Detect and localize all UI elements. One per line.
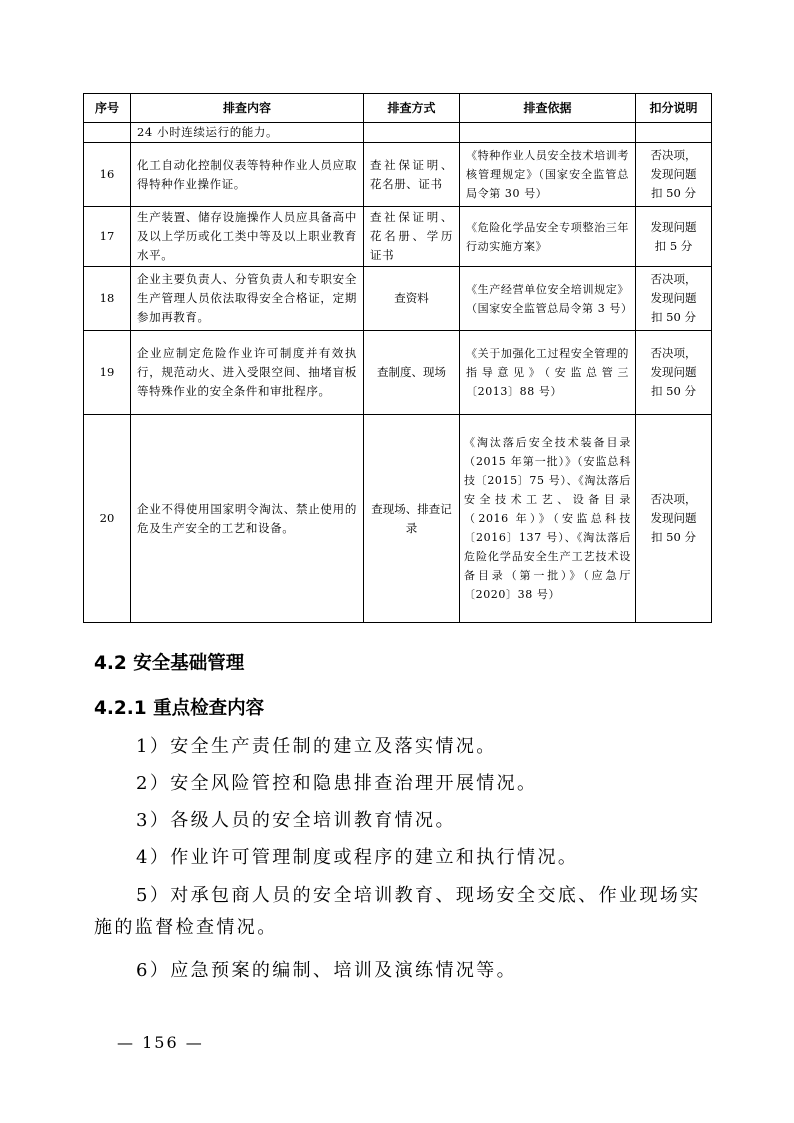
section-heading: 4.2 安全基础管理 bbox=[94, 653, 245, 674]
cell-content: 企业应制定危险作业许可制度并有效执行，规范动火、进入受限空间、抽堵盲板等特殊作业的安全条件和审批程序。 bbox=[131, 331, 364, 415]
cell-method: 查制度、现场 bbox=[364, 331, 460, 415]
list-item: 5）对承包商人员的安全培训教育、现场安全交底、作业现场实施的监督检查情况。 bbox=[94, 885, 701, 938]
list-item: 4）作业许可管理制度或程序的建立和执行情况。 bbox=[136, 847, 579, 868]
list-item: 6）应急预案的编制、培训及演练情况等。 bbox=[136, 960, 518, 981]
cell-method: 查现场、排查记录 bbox=[364, 415, 460, 623]
cell-method: 查社保证明、花名册、学历证书 bbox=[364, 207, 460, 267]
header-no: 序号 bbox=[84, 94, 131, 123]
cell-basis: 《关于加强化工过程安全管理的指导意见》（安监总管三〔2013〕88 号） bbox=[460, 331, 636, 415]
cell-deduction: 发现问题 扣 5 分 bbox=[636, 207, 712, 267]
cell-basis bbox=[460, 123, 636, 143]
cell-content: 生产装置、储存设施操作人员应具备高中及以上学历或化工类中等及以上职业教育水平。 bbox=[131, 207, 364, 267]
cell-deduction: 否决项， 发现问题 扣 50 分 bbox=[636, 267, 712, 331]
cell-no: 20 bbox=[84, 415, 131, 623]
table-header-row bbox=[84, 94, 712, 123]
table-row bbox=[84, 207, 712, 267]
table-row-continuation bbox=[84, 123, 712, 143]
table-row bbox=[84, 267, 712, 331]
cell-method: 查资料 bbox=[364, 267, 460, 331]
table-row bbox=[84, 331, 712, 415]
cell-basis: 《危险化学品安全专项整治三年行动实施方案》 bbox=[460, 207, 636, 267]
cell-basis: 《淘汰落后安全技术装备目录（2015 年第一批）》（安监总科技〔2015〕75 号）、《淘汰落后安全技术工艺、设备目录（2016 年）》（安监总科技〔2016〕137 号）、《淘汰落后危险化学品安全生产工艺技术设备目录（第一批）》（应急厅〔2020〕38 号） bbox=[460, 415, 636, 623]
cell-no: 16 bbox=[84, 143, 131, 207]
table-row bbox=[84, 143, 712, 207]
cell-no: 17 bbox=[84, 207, 131, 267]
cell-content: 24 小时连续运行的能力。 bbox=[131, 123, 364, 143]
cell-deduction: 否决项， 发现问题 扣 50 分 bbox=[636, 143, 712, 207]
header-method: 排查方式 bbox=[364, 94, 460, 123]
inspection-table-container bbox=[83, 93, 711, 623]
cell-no: 19 bbox=[84, 331, 131, 415]
cell-no: 18 bbox=[84, 267, 131, 331]
cell-no bbox=[84, 123, 131, 143]
subsection-heading: 4.2.1 重点检查内容 bbox=[94, 698, 265, 719]
cell-method bbox=[364, 123, 460, 143]
cell-basis: 《特种作业人员安全技术培训考核管理规定》（国家安全监管总局令第 30 号） bbox=[460, 143, 636, 207]
inspection-table bbox=[83, 93, 712, 623]
table-row bbox=[84, 415, 712, 623]
cell-content: 企业不得使用国家明令淘汰、禁止使用的危及生产安全的工艺和设备。 bbox=[131, 415, 364, 623]
header-deduction: 扣分说明 bbox=[636, 94, 712, 123]
cell-deduction: 否决项， 发现问题 扣 50 分 bbox=[636, 415, 712, 623]
cell-content: 企业主要负责人、分管负责人和专职安全生产管理人员依法取得安全合格证，定期参加再教育。 bbox=[131, 267, 364, 331]
list-item: 3）各级人员的安全培训教育情况。 bbox=[136, 810, 456, 831]
cell-deduction bbox=[636, 123, 712, 143]
cell-method: 查社保证明、花名册、证书 bbox=[364, 143, 460, 207]
header-basis: 排查依据 bbox=[460, 94, 636, 123]
list-item: 1）安全生产责任制的建立及落实情况。 bbox=[136, 736, 497, 757]
cell-basis: 《生产经营单位安全培训规定》（国家安全监管总局令第 3 号） bbox=[460, 267, 636, 331]
cell-deduction: 否决项， 发现问题 扣 50 分 bbox=[636, 331, 712, 415]
list-item: 2）安全风险管控和隐患排查治理开展情况。 bbox=[136, 773, 538, 794]
header-content: 排查内容 bbox=[131, 94, 364, 123]
page-number: — 156 — bbox=[117, 1033, 204, 1052]
cell-content: 化工自动化控制仪表等特种作业人员应取得特种作业操作证。 bbox=[131, 143, 364, 207]
